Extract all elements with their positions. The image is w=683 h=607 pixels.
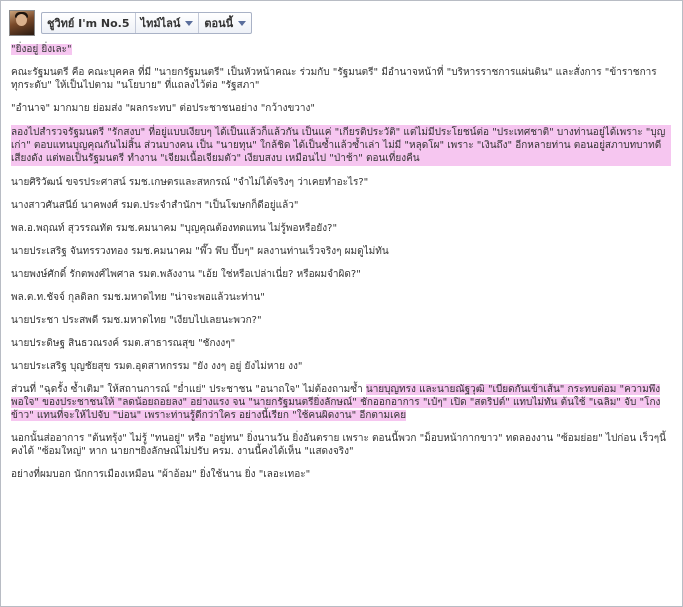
minister-item: พล.อ.พฤณท์ สุวรรณทัต รมช.คมนาคม "บุญคุณต้องทดแทน ไม่รู้พอหรือยัง?" bbox=[11, 223, 338, 234]
paragraph-dragging-highlight-2: กระทบต่อม "ความพึงพอใจ" ของประชาชนให้ "ลดน้อยถอยลง" อย่างแรง จน "นายกรัฐมนตรียิ่งลักษณ์" ชักออกอาการ "เป๋ๆ" เปิด "สตริปต์" แทบไม่ทัน ต้นใช้ "เฉลิม" จับ "โกงข้าว" แทนที่จะให้ไปจับ "บ่อน" เพราะท่านรู้ดีกว่าใคร อย่างนี้เรียก "ใช้คนผิดงาน" อีกตามเคย bbox=[11, 384, 661, 421]
paragraph-mob-warning: นอกนั้นส่ออาการ "ต้นทรุ้ง" ไม่รู้ "ทนอยู่" หรือ "อยู่ทน" ยิ่งนานวัน ยิ่งอันตราย เพราะ ตอนนี้พวก "ม็อบหน้ากากขาว" ทดลองงาน "ซ้อมย่อย" ไปก่อน เร็วๆนี้คงได้ "ซ้อมใหญ่" หาก นายกฯยิ่งลักษณ์ไม่ปรับ ครม. งานนี้คงได้เห็น "แสดงจริง" bbox=[11, 433, 666, 457]
minister-item: พล.ต.ท.ชัจจ์ กุลดิลก รมช.มหาดไทย "น่าจะพอแล้วนะท่าน" bbox=[11, 292, 265, 303]
minister-item: นายประดิษฐ สินธวณรงค์ รมต.สาธารณสุข "ชักงงๆ" bbox=[11, 338, 236, 349]
post-body bbox=[11, 43, 671, 491]
tab-timeline[interactable] bbox=[136, 13, 200, 33]
tab-now[interactable] bbox=[199, 13, 251, 33]
paragraph-conclusion: อย่างที่ผมบอก นักการเมืองเหมือน "ผ้าอ้อม" ยิ่งใช้นาน ยิ่ง "เลอะเทอะ" bbox=[11, 469, 311, 480]
tab-timeline-label: ไทม์ไลน์ bbox=[140, 17, 181, 30]
page-header bbox=[9, 11, 252, 35]
chevron-down-icon bbox=[238, 21, 246, 26]
header-tabs bbox=[41, 12, 252, 34]
minister-item: นายพงษ์ศักดิ์ รักตพงศ์ไพศาล รมต.พลังงาน "เอ้ย ใช่หรือเปล่าเนี่ย? หรือผมจำผิด?" bbox=[11, 269, 361, 280]
paragraph-quiet-ministers: ลองไปสำรวจรัฐมนตรี "รักสงบ" ที่อยู่แบบเงียบๆ ได้เป็นแล้วก็แล้วกัน เป็นแค่ "เกียรติประวัติ" แต่ไม่มีประโยชน์ต่อ "ประเทศชาติ" บางท่านอยู่ได้เพราะ "บุญเก่า" ตอบแทนบุญคุณกันไม่สิ้น ส่วนบางคน เป็น "นายทุน" ใกล้ชิด ได้เป็นซ้ำแล้วซ้ำเล่า ไม่มี "หลุดโผ" เพราะ "เงินถึง" อีกหลายท่าน ตอนอยู่สภาบทบาทดี เสียงดัง แต่พอเป็นรัฐมนตรี ทำงาน "เจียมเนื้อเจียมตัว" เงียบสงบ เหมือนไป "ป่าช้า" ตอนเที่ยงคืน bbox=[11, 125, 671, 166]
paragraph-dragging-highlight-1: นายบุญทรง และนายณัฐวุฒิ "เบียดกันเข้าเส้น" bbox=[365, 384, 565, 395]
paragraph-power: "อำนาจ" มากมาย ย่อมส่ง "ผลกระทบ" ต่อประชาชนอย่าง "กว้างขวาง" bbox=[11, 103, 316, 114]
paragraph-cabinet-definition: คณะรัฐมนตรี คือ คณะบุคคล ที่มี "นายกรัฐมนตรี" เป็นหัวหน้าคณะ ร่วมกับ "รัฐมนตรี" มีอำนาจหน้าที่ "บริหารราชการแผ่นดิน" และสั่งการ "ข้าราชการ ทุกระดับ" ให้เป็นไปตาม "นโยบาย" ที่แถลงไว้ต่อ "รัฐสภา" bbox=[11, 67, 657, 91]
tab-now-label: ตอนนี้ bbox=[204, 17, 234, 30]
minister-item: นายประเสริฐ บุญชัยสุข รมต.อุตสาหกรรม "ยัง งงๆ อยู่ ยังไม่หาย งง" bbox=[11, 361, 303, 372]
tab-page-name[interactable] bbox=[42, 13, 136, 33]
minister-item: นายศิริวัฒน์ ขจรประศาสน์ รมช.เกษตรและสหกรณ์ "จำไม่ได้จริงๆ ว่าเคยทำอะไร?" bbox=[11, 177, 369, 188]
page-avatar[interactable] bbox=[9, 10, 35, 36]
paragraph-dragging-part-1: ส่วนที่ "ฉุดรั้ง ซ้ำเติม" ให้สถานการณ์ "ย่ำแย่" ประชาชน "อนาถใจ" ไม่ต้องถามซ้ำ bbox=[11, 384, 366, 395]
chevron-down-icon bbox=[185, 21, 193, 26]
tab-page-name-label: ชูวิทย์ I'm No.5 bbox=[47, 17, 130, 30]
post-title: "ยิ่งอยู่ ยิ่งเละ" bbox=[11, 44, 72, 55]
minister-item: นางสาวศันสนีย์ นาคพงศ์ รมต.ประจำสำนักฯ "เป็นโฆษกก็ดีอยู่แล้ว" bbox=[11, 200, 299, 211]
minister-item: นายประชา ประสพดี รมช.มหาดไทย "เงียบไปเลยนะพวก?" bbox=[11, 315, 262, 326]
minister-item: นายประเสริฐ จันทรรวงทอง รมช.คมนาคม "พึ๊ว พึบ ปึ๊บๆ" ผลงานท่านเร็วจริงๆ ผมดูไม่ทัน bbox=[11, 246, 389, 257]
paragraph-dragging-ministers bbox=[11, 383, 671, 422]
